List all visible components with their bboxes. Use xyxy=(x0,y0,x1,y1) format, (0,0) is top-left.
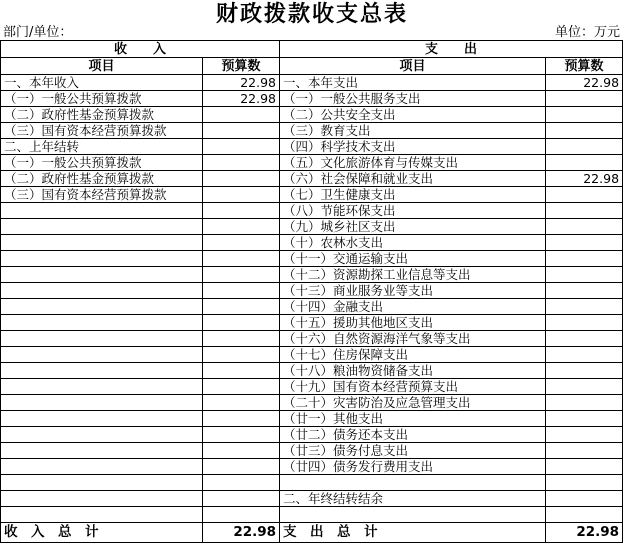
expense-item-cell: （三）教育支出 xyxy=(280,123,546,139)
table-row xyxy=(1,395,623,411)
income-item-cell: （一）一般公共预算拨款 xyxy=(1,91,203,107)
expense-item-cell: （四）科学技术支出 xyxy=(280,139,546,155)
expense-value-cell xyxy=(546,203,623,219)
expense-value-cell xyxy=(546,187,623,203)
table-row xyxy=(1,203,623,219)
header-row-columns xyxy=(1,58,623,75)
table-body xyxy=(1,41,623,543)
income-value-cell xyxy=(203,299,280,315)
expense-item-header: 项目 xyxy=(280,58,546,75)
expense-item-cell: （六）社会保障和就业支出 xyxy=(280,171,546,187)
expense-budget-header: 预算数 xyxy=(546,58,623,75)
expense-value-cell xyxy=(546,219,623,235)
expense-total-label: 支 出 总 计 xyxy=(280,523,546,543)
expense-item-cell: 一、本年支出 xyxy=(280,75,546,91)
expense-value-cell xyxy=(546,347,623,363)
expense-value-cell xyxy=(546,331,623,347)
income-value-cell xyxy=(203,475,280,491)
expense-item-cell: （廿三）债务付息支出 xyxy=(280,443,546,459)
expense-item-cell: （十六）自然资源海洋气象等支出 xyxy=(280,331,546,347)
income-value-cell xyxy=(203,443,280,459)
income-item-cell: 一、本年收入 xyxy=(1,75,203,91)
expense-value-cell xyxy=(546,267,623,283)
report-title: 财政拨款收支总表 xyxy=(215,1,408,27)
table-row xyxy=(1,347,623,363)
income-value-cell xyxy=(203,395,280,411)
expense-value-cell xyxy=(546,235,623,251)
budget-table xyxy=(0,40,623,543)
expense-value-cell xyxy=(546,395,623,411)
income-value-cell xyxy=(203,491,280,507)
expense-value-cell xyxy=(546,507,623,523)
expense-value-cell xyxy=(546,251,623,267)
table-row xyxy=(1,427,623,443)
expense-item-cell: （五）文化旅游体育与传媒支出 xyxy=(280,155,546,171)
income-item-cell xyxy=(1,331,203,347)
income-total-value: 22.98 xyxy=(203,523,280,543)
table-row xyxy=(1,299,623,315)
department-label: 部门/单位： xyxy=(3,25,73,40)
table-row xyxy=(1,267,623,283)
income-item-cell xyxy=(1,283,203,299)
table-row xyxy=(1,219,623,235)
table-row xyxy=(1,379,623,395)
table-row xyxy=(1,331,623,347)
income-budget-header: 预算数 xyxy=(203,58,280,75)
income-value-cell xyxy=(203,363,280,379)
income-value-cell xyxy=(203,171,280,187)
income-value-cell xyxy=(203,203,280,219)
expense-item-cell xyxy=(280,507,546,523)
income-value-cell xyxy=(203,267,280,283)
expense-value-cell xyxy=(546,379,623,395)
table-row xyxy=(1,315,623,331)
income-value-cell xyxy=(203,139,280,155)
income-value-cell xyxy=(203,347,280,363)
expense-section-header: 支 出 xyxy=(280,41,623,58)
expense-item-cell: （廿四）债务发行费用支出 xyxy=(280,459,546,475)
income-item-cell: 二、上年结转 xyxy=(1,139,203,155)
table-row xyxy=(1,475,623,491)
header-row-sections xyxy=(1,41,623,58)
income-value-cell xyxy=(203,187,280,203)
table-row xyxy=(1,123,623,139)
income-value-cell xyxy=(203,379,280,395)
income-item-cell xyxy=(1,219,203,235)
expense-item-cell: 二、年终结转结余 xyxy=(280,491,546,507)
income-item-header: 项目 xyxy=(1,58,203,75)
table-row xyxy=(1,155,623,171)
table-row xyxy=(1,491,623,507)
expense-item-cell: （九）城乡社区支出 xyxy=(280,219,546,235)
expense-item-cell: （十九）国有资本经营预算支出 xyxy=(280,379,546,395)
income-value-cell xyxy=(203,507,280,523)
expense-item-cell: （十四）金融支出 xyxy=(280,299,546,315)
table-row xyxy=(1,459,623,475)
income-item-cell xyxy=(1,235,203,251)
expense-value-cell xyxy=(546,139,623,155)
income-item-cell: （一）一般公共预算拨款 xyxy=(1,155,203,171)
expense-item-cell: （十七）住房保障支出 xyxy=(280,347,546,363)
table-row xyxy=(1,235,623,251)
expense-value-cell xyxy=(546,155,623,171)
expense-item-cell: （十三）商业服务业等支出 xyxy=(280,283,546,299)
income-item-cell xyxy=(1,379,203,395)
expense-item-cell: （十二）资源勘探工业信息等支出 xyxy=(280,267,546,283)
income-value-cell: 22.98 xyxy=(203,75,280,91)
table-row xyxy=(1,187,623,203)
expense-value-cell xyxy=(546,475,623,491)
income-value-cell: 22.98 xyxy=(203,91,280,107)
expense-value-cell xyxy=(546,443,623,459)
income-item-cell xyxy=(1,491,203,507)
expense-item-cell: （七）卫生健康支出 xyxy=(280,187,546,203)
expense-total-value: 22.98 xyxy=(546,523,623,543)
income-item-cell xyxy=(1,251,203,267)
expense-value-cell xyxy=(546,91,623,107)
income-item-cell: （三）国有资本经营预算拨款 xyxy=(1,187,203,203)
income-item-cell xyxy=(1,299,203,315)
income-value-cell xyxy=(203,235,280,251)
table-row xyxy=(1,107,623,123)
income-item-cell xyxy=(1,315,203,331)
expense-item-cell: （二十）灾害防治及应急管理支出 xyxy=(280,395,546,411)
income-value-cell xyxy=(203,331,280,347)
table-row xyxy=(1,363,623,379)
total-row xyxy=(1,523,623,543)
expense-item-cell: （十五）援助其他地区支出 xyxy=(280,315,546,331)
income-item-cell xyxy=(1,203,203,219)
expense-value-cell xyxy=(546,459,623,475)
income-value-cell xyxy=(203,459,280,475)
income-item-cell: （二）政府性基金预算拨款 xyxy=(1,171,203,187)
income-item-cell xyxy=(1,347,203,363)
income-value-cell xyxy=(203,251,280,267)
table-row xyxy=(1,283,623,299)
expense-value-cell: 22.98 xyxy=(546,171,623,187)
income-item-cell xyxy=(1,427,203,443)
table-row xyxy=(1,411,623,427)
income-value-cell xyxy=(203,427,280,443)
expense-value-cell: 22.98 xyxy=(546,75,623,91)
income-item-cell xyxy=(1,363,203,379)
table-row xyxy=(1,75,623,91)
income-total-label: 收 入 总 计 xyxy=(1,523,203,543)
table-row xyxy=(1,251,623,267)
income-value-cell xyxy=(203,315,280,331)
expense-item-cell: （十一）交通运输支出 xyxy=(280,251,546,267)
income-value-cell xyxy=(203,155,280,171)
income-value-cell xyxy=(203,123,280,139)
expense-item-cell: （十八）粮油物资储备支出 xyxy=(280,363,546,379)
income-item-cell xyxy=(1,475,203,491)
expense-item-cell: （二）公共安全支出 xyxy=(280,107,546,123)
income-item-cell xyxy=(1,507,203,523)
table-row xyxy=(1,91,623,107)
income-section-header: 收 入 xyxy=(1,41,280,58)
expense-item-cell: （一）一般公共服务支出 xyxy=(280,91,546,107)
expense-item-cell: （八）节能环保支出 xyxy=(280,203,546,219)
table-row xyxy=(1,171,623,187)
expense-item-cell: （廿一）其他支出 xyxy=(280,411,546,427)
table-row xyxy=(1,443,623,459)
expense-value-cell xyxy=(546,299,623,315)
expense-item-cell xyxy=(280,475,546,491)
unit-label: 单位：万元 xyxy=(554,25,620,40)
expense-item-cell: （廿二）债务还本支出 xyxy=(280,427,546,443)
expense-item-cell: （十）农林水支出 xyxy=(280,235,546,251)
income-item-cell xyxy=(1,459,203,475)
expense-value-cell xyxy=(546,107,623,123)
expense-value-cell xyxy=(546,315,623,331)
table-row xyxy=(1,139,623,155)
expense-value-cell xyxy=(546,283,623,299)
income-item-cell xyxy=(1,443,203,459)
income-item-cell xyxy=(1,395,203,411)
income-value-cell xyxy=(203,283,280,299)
table-row xyxy=(1,507,623,523)
expense-value-cell xyxy=(546,491,623,507)
expense-value-cell xyxy=(546,411,623,427)
income-item-cell xyxy=(1,411,203,427)
income-value-cell xyxy=(203,107,280,123)
income-item-cell: （三）国有资本经营预算拨款 xyxy=(1,123,203,139)
income-item-cell: （二）政府性基金预算拨款 xyxy=(1,107,203,123)
income-value-cell xyxy=(203,411,280,427)
income-value-cell xyxy=(203,219,280,235)
expense-value-cell xyxy=(546,427,623,443)
expense-value-cell xyxy=(546,363,623,379)
expense-value-cell xyxy=(546,123,623,139)
income-item-cell xyxy=(1,267,203,283)
